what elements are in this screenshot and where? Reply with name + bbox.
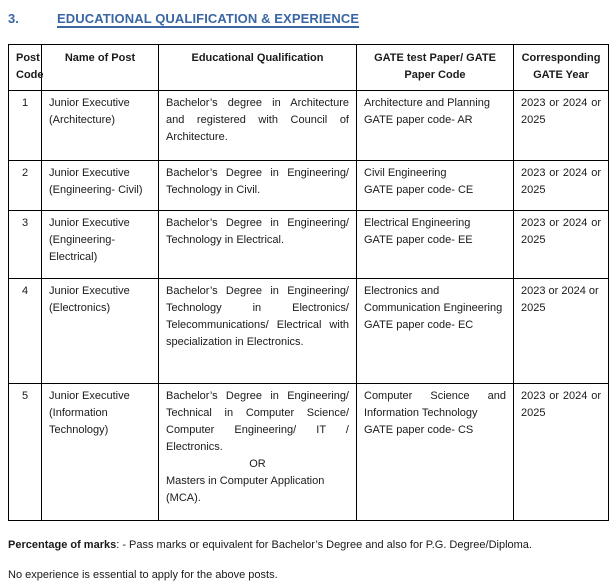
qualification-cell [159, 161, 357, 211]
col-header-educational-qualification: Educational Qualification [159, 45, 357, 91]
percentage-of-marks-label: Percentage of marks [8, 539, 117, 551]
table-row [9, 384, 609, 521]
or-separator: OR [249, 458, 266, 470]
gate-year-text: 2023 or 2024 or 2025 [521, 390, 601, 419]
qualification-cell [159, 211, 357, 279]
name-of-post-cell: Junior Executive (Electronics) [42, 279, 159, 384]
qualification-text: Bachelor’s Degree in Engineering/ Technical in Computer Science/ Computer Engineering/ IT / Electronics. [166, 390, 349, 453]
post-code-cell: 1 [9, 91, 42, 161]
col-header-name-of-post: Name of Post [42, 45, 159, 91]
gate-paper-text: Architecture and Planning [364, 97, 490, 109]
qualification-table [8, 44, 609, 521]
gate-paper-text: Electrical Engineering [364, 217, 471, 229]
gate-year-text: 2023 or 2024 or 2025 [521, 285, 599, 314]
qualification-cell [159, 384, 357, 521]
qualification-cell [159, 91, 357, 161]
gate-year-cell [514, 211, 609, 279]
gate-year-cell [514, 91, 609, 161]
qualification-cell [159, 279, 357, 384]
name-of-post-cell: Junior Executive (Architecture) [42, 91, 159, 161]
section-heading [8, 11, 606, 26]
table-row [9, 279, 609, 384]
gate-code-text: GATE paper code- CS [364, 424, 474, 436]
gate-year-cell [514, 384, 609, 521]
gate-year-cell [514, 161, 609, 211]
gate-code-text: GATE paper code- CE [364, 184, 474, 196]
gate-paper-cell [357, 384, 514, 521]
gate-paper-cell [357, 161, 514, 211]
qualification-text: Bachelor’s Degree in Engineering/ Technology in Electronics/ Telecommunications/ Electrical with specialization in Electronics. [166, 285, 349, 348]
gate-year-cell [514, 279, 609, 384]
percentage-of-marks-note [8, 537, 606, 554]
table-row [9, 91, 609, 161]
gate-code-text: GATE paper code- EC [364, 319, 474, 331]
qualification-text: Bachelor’s Degree in Engineering/ Technology in Electrical. [166, 217, 349, 246]
post-code-cell: 2 [9, 161, 42, 211]
col-header-post-code: Post Code [9, 45, 42, 91]
gate-year-text: 2023 or 2024 or 2025 [521, 167, 601, 196]
gate-paper-text: Computer Science and Information Technology [364, 390, 506, 419]
section-title: EDUCATIONAL QUALIFICATION & EXPERIENCE [57, 11, 360, 26]
post-code-cell: 5 [9, 384, 42, 521]
name-of-post-cell: Junior Executive (Engineering- Electrical) [42, 211, 159, 279]
footnotes [8, 537, 606, 583]
qualification-alt-text: Masters in Computer Application (MCA). [166, 475, 325, 504]
name-of-post-cell: Junior Executive (Information Technology) [42, 384, 159, 521]
gate-year-text: 2023 or 2024 or 2025 [521, 217, 601, 246]
qualification-text: Bachelor’s Degree in Engineering/ Technology in Civil. [166, 167, 349, 196]
name-of-post-cell: Junior Executive (Engineering- Civil) [42, 161, 159, 211]
gate-paper-text: Civil Engineering [364, 167, 447, 179]
post-code-cell: 3 [9, 211, 42, 279]
gate-paper-cell [357, 279, 514, 384]
section-number: 3. [8, 11, 19, 26]
gate-paper-cell [357, 211, 514, 279]
col-header-gate-paper: GATE test Paper/ GATE Paper Code [357, 45, 514, 91]
table-header-row [9, 45, 609, 91]
table-row [9, 161, 609, 211]
gate-code-text: GATE paper code- EE [364, 234, 473, 246]
percentage-of-marks-text: : - Pass marks or equivalent for Bachelor’s Degree and also for P.G. Degree/Diploma. [116, 539, 532, 551]
table-row [9, 211, 609, 279]
qualification-text: Bachelor’s degree in Architecture and registered with Council of Architecture. [166, 97, 349, 143]
col-header-gate-year: Corresponding GATE Year [514, 45, 609, 91]
post-code-cell: 4 [9, 279, 42, 384]
gate-year-text: 2023 or 2024 or 2025 [521, 97, 601, 126]
gate-paper-text: Electronics and Communication Engineering [364, 285, 503, 314]
gate-paper-cell [357, 91, 514, 161]
gate-code-text: GATE paper code- AR [364, 114, 473, 126]
experience-note: No experience is essential to apply for the above posts. [8, 569, 278, 581]
